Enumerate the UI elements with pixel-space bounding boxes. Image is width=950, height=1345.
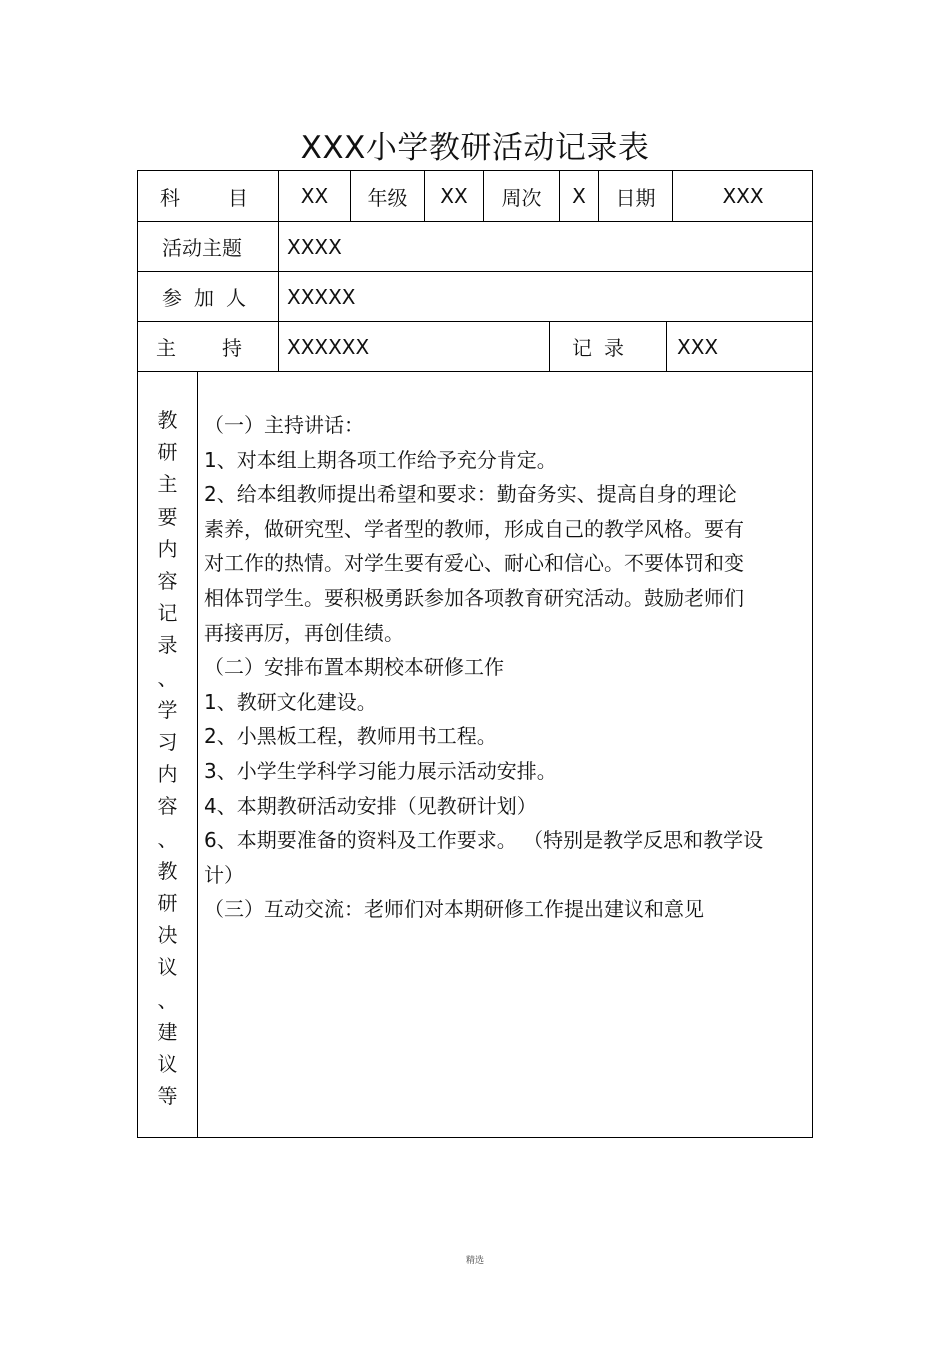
- recorder-label: [549, 321, 666, 371]
- side-label-char: 等: [157, 1084, 178, 1109]
- content-line: 3、小学生学科学习能力展示活动安排。: [204, 758, 557, 783]
- side-label-char: 议: [157, 955, 178, 980]
- content-line: 相体罚学生。要积极勇跃参加各项教育研究活动。鼓励老师们: [204, 585, 744, 610]
- participants-label-char-2: 加: [194, 286, 214, 310]
- grade-label: 年级: [350, 170, 424, 221]
- content-line: （一）主持讲话：: [204, 413, 364, 437]
- theme-label: 活动主题: [137, 221, 278, 271]
- side-label-char: 教: [157, 408, 178, 432]
- side-label-char: 内: [157, 536, 178, 561]
- date-label: 日期: [598, 170, 672, 221]
- date-value: XXX: [672, 170, 813, 221]
- side-label-char: 主: [157, 472, 178, 497]
- content-line: （三）互动交流：老师们对本期研修工作提出建议和意见: [204, 897, 704, 922]
- content-lines: [204, 408, 804, 927]
- content-line: 1、对本组上期各项工作给予充分肯定。: [204, 447, 557, 472]
- content-line: 4、本期教研活动安排（见教研计划）: [204, 793, 537, 818]
- side-label-char: 、: [157, 987, 178, 1012]
- participants-label-char-3: 人: [226, 286, 246, 310]
- participants-label: [137, 271, 278, 321]
- side-label-char: 录: [157, 633, 178, 658]
- grade-value: XX: [424, 170, 483, 221]
- content-line: 2、小黑板工程，教师用书工程。: [204, 724, 497, 749]
- footer-mark: 精选: [465, 1256, 484, 1266]
- host-label-char-2: 持: [222, 336, 242, 360]
- week-label: 周次: [483, 170, 559, 221]
- subject-label-char-2: 目: [228, 185, 248, 210]
- content-line: 对工作的热情。对学生要有爱心、耐心和信心。不要体罚和变: [204, 551, 744, 576]
- content-line: 6、本期要准备的资料及工作要求。 （特别是教学反思和教学设: [204, 828, 764, 853]
- content-line: 1、教研文化建设。: [204, 689, 377, 714]
- content-line: 素养，做研究型、学者型的教师，形成自己的教学风格。要有: [204, 516, 744, 541]
- table-right-border: [812, 170, 813, 1138]
- host-label: [137, 321, 278, 371]
- table-bottom-border: [137, 1137, 813, 1138]
- page-title: XXX小学教研活动记录表: [300, 130, 650, 166]
- side-label-char: 容: [157, 794, 178, 819]
- content-line: 再接再厉，再创佳绩。: [204, 620, 404, 645]
- participants-value: XXXXX: [278, 271, 813, 321]
- side-label-char: 教: [157, 858, 178, 883]
- side-label-chars: [138, 404, 197, 1112]
- side-label-char: 学: [157, 697, 178, 722]
- theme-value: XXXX: [278, 221, 813, 271]
- recorder-label-char-2: 录: [604, 336, 624, 360]
- side-label-char: 习: [157, 730, 178, 755]
- content-line: 2、给本组教师提出希望和要求：勤奋务实、提高自身的理论: [204, 482, 737, 507]
- content-area: [198, 371, 813, 1138]
- content-line: 计）: [204, 862, 244, 887]
- recorder-label-char-1: 记: [572, 336, 592, 360]
- side-label-char: 容: [157, 569, 178, 594]
- side-label-char: 、: [157, 665, 178, 690]
- subject-value: XX: [278, 170, 350, 221]
- side-label-char: 研: [157, 891, 178, 916]
- side-label-char: 要: [157, 504, 178, 529]
- host-label-char-1: 主: [156, 336, 176, 360]
- side-label-char: 决: [157, 923, 178, 948]
- content-side-label: [137, 371, 198, 1138]
- side-label-char: 、: [157, 826, 178, 851]
- participants-label-char-1: 参: [162, 286, 182, 310]
- recorder-value: XXX: [666, 321, 813, 371]
- side-label-char: 研: [157, 440, 178, 465]
- side-label-char: 议: [157, 1052, 178, 1077]
- side-label-char: 记: [157, 601, 178, 626]
- subject-label: [137, 170, 278, 221]
- subject-label-char-1: 科: [160, 185, 180, 210]
- host-value: XXXXXX: [278, 321, 549, 371]
- week-value: X: [559, 170, 598, 221]
- side-label-char: 内: [157, 762, 178, 787]
- side-label-char: 建: [157, 1019, 178, 1044]
- content-line: （二）安排布置本期校本研修工作: [204, 655, 504, 680]
